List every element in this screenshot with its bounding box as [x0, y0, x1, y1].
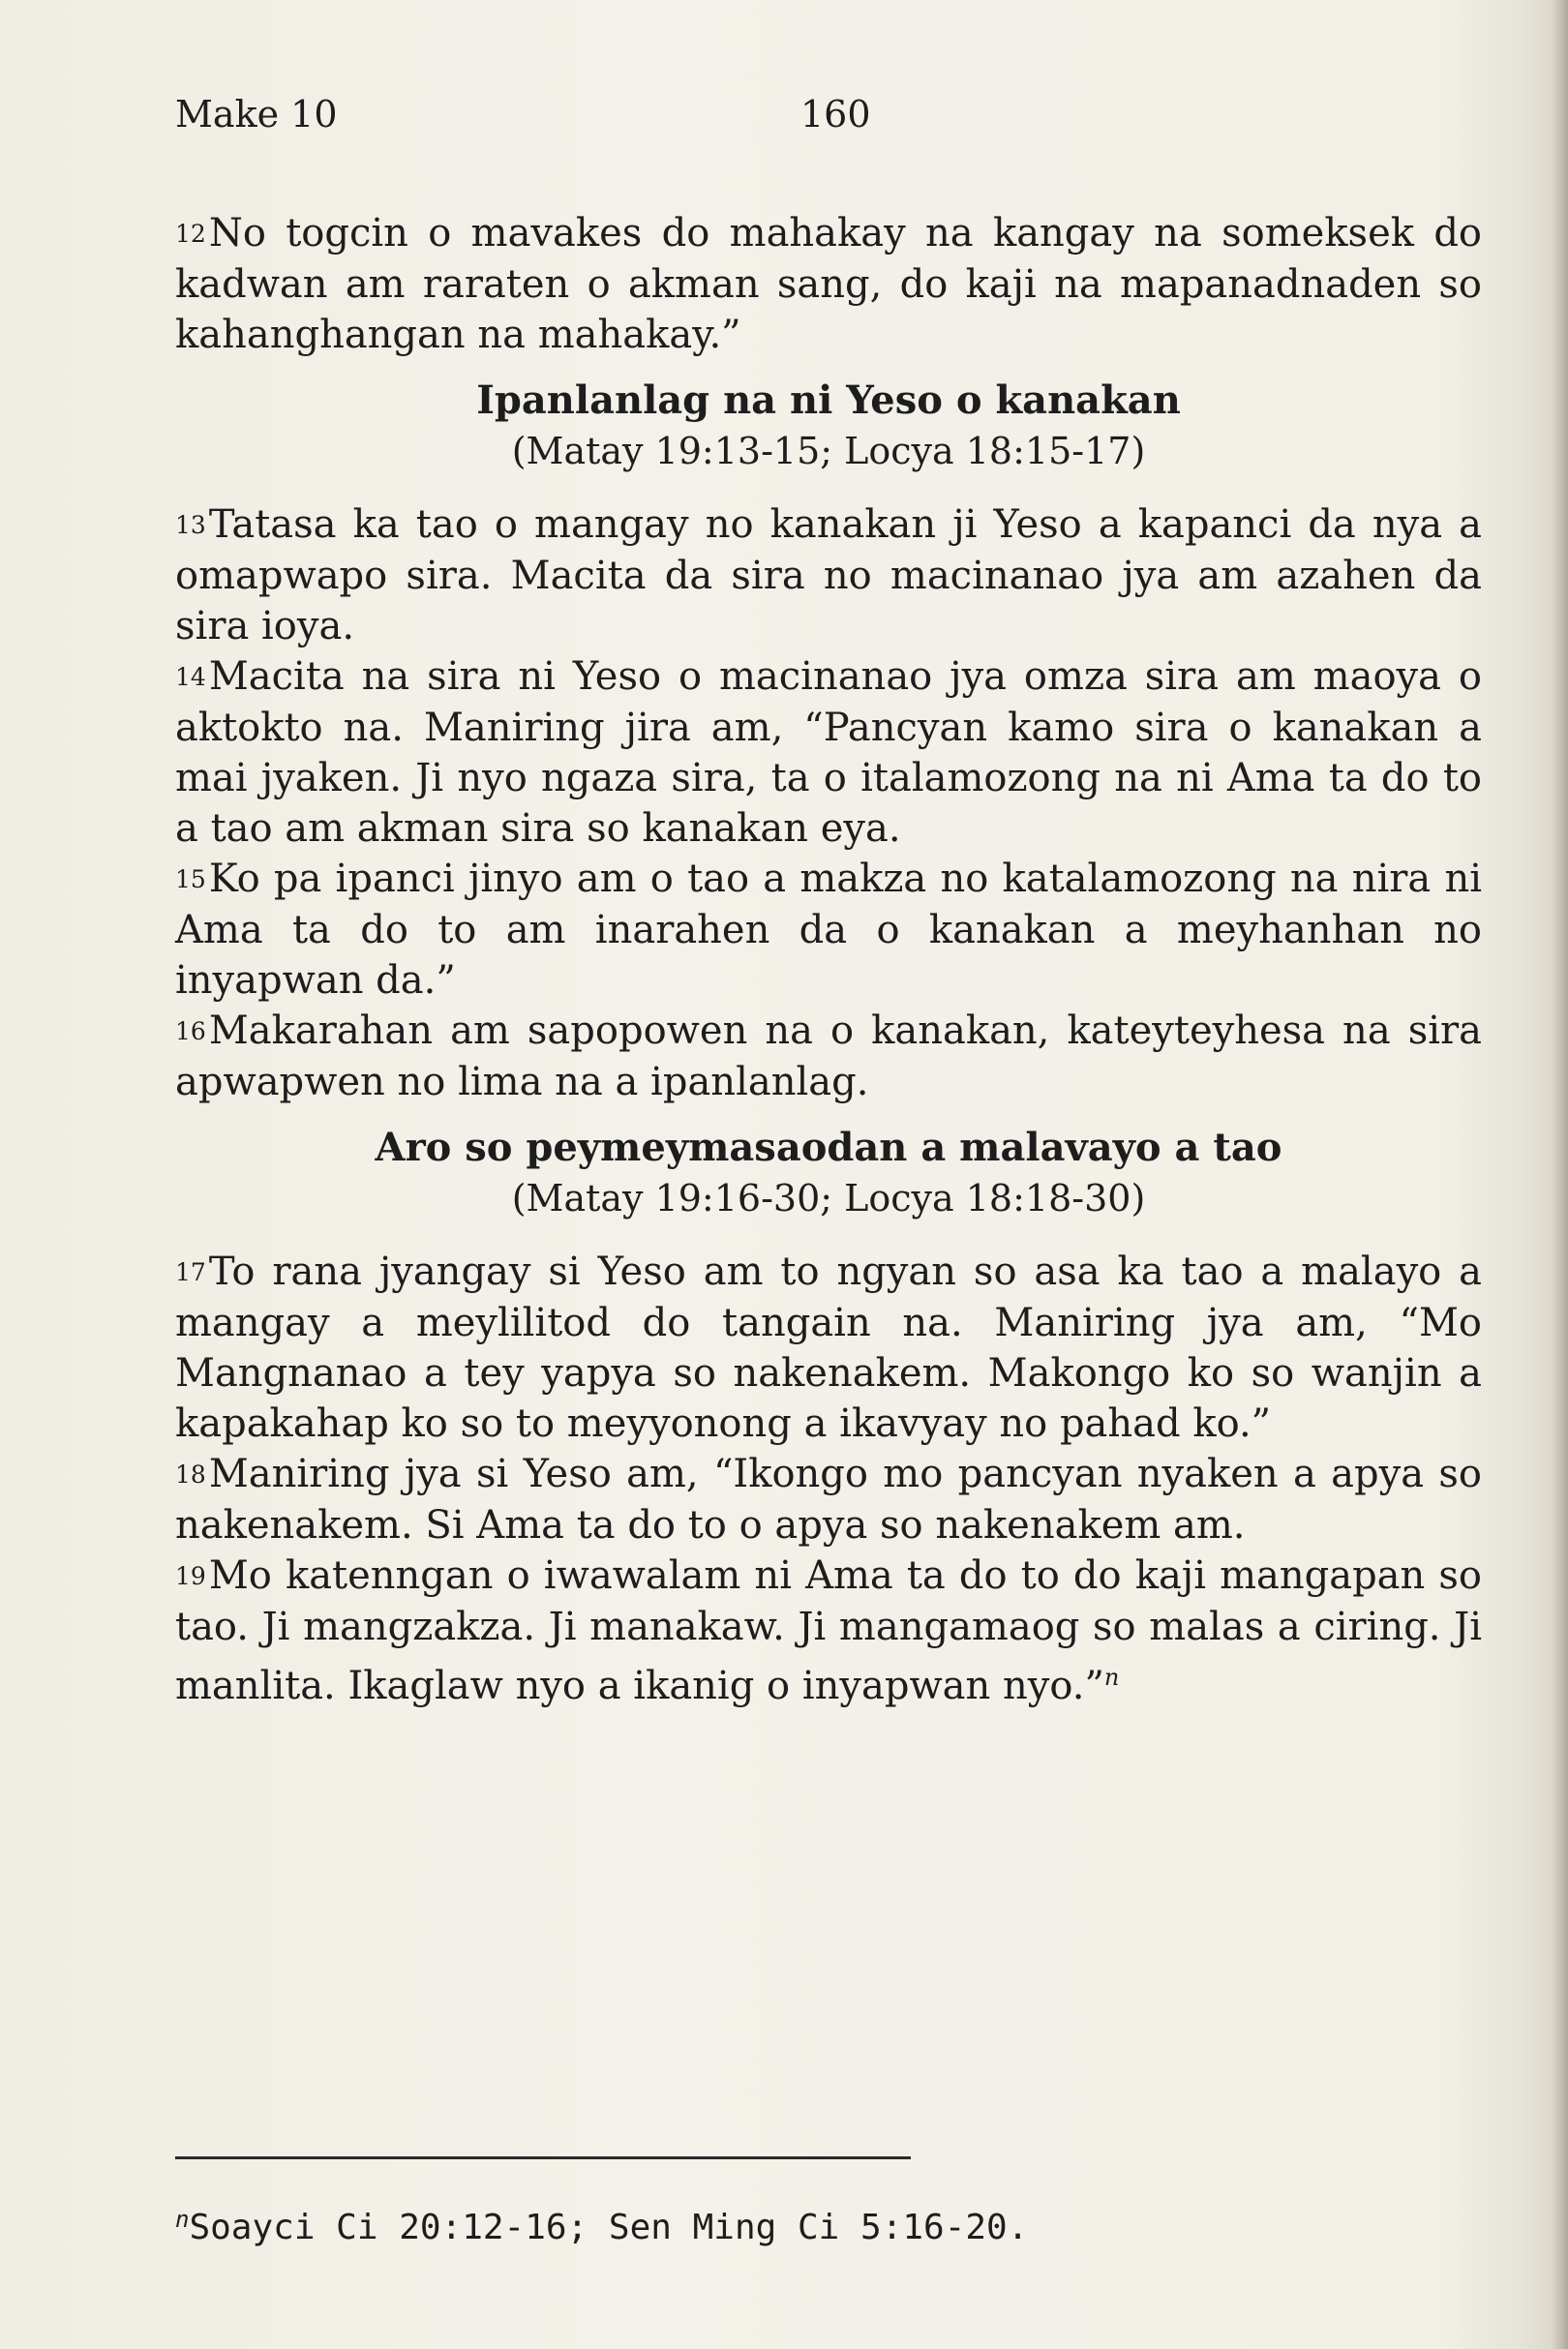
section-reference-1: (Matay 19:13-15; Locya 18:15-17): [511, 430, 1146, 472]
verse-number: 13: [175, 511, 206, 539]
verse-15: [175, 854, 1482, 1006]
footnote-reference-mark: n: [1103, 1664, 1120, 1691]
page-edge-shadow: [1551, 0, 1568, 2349]
verse-14: [175, 651, 1482, 854]
page-content: [175, 208, 1482, 1711]
verse-16: [175, 1006, 1482, 1107]
verse-text: Tatasa ka tao o mangay no kanakan ji Yeso a kapanci da nya a omapwapo sira. Macita da sira no macinanao jya am azahen da sira ioya.: [175, 502, 1482, 648]
verse-19: [175, 1551, 1482, 1711]
verse-number: 18: [175, 1461, 206, 1489]
verse-text: No togcin o mavakes do mahakay na kangay na someksek do kadwan am raraten o akman sang, do kaji na mapanadnaden so kahanghangan na mahakay.”: [175, 211, 1482, 357]
verse-text: Makarahan am sapopowen na o kanakan, kateyteyhesa na sira apwapwen no lima na a ipanlanlag.: [175, 1009, 1482, 1104]
verse-text: Maniring jya si Yeso am, “Ikongo mo pancyan nyaken a apya so nakenakem. Si Ama ta do to o apya so nakenakem am.: [175, 1452, 1482, 1548]
verse-13: [175, 499, 1482, 651]
footnote-text: Soayci Ci 20:12-16; Sen Ming Ci 5:16-20.: [189, 2208, 1029, 2247]
section-heading-2: Aro so peymeymasaodan a malavayo a tao: [375, 1125, 1282, 1170]
footnote: [175, 2195, 1482, 2252]
verse-number: 19: [175, 1562, 206, 1590]
book-chapter-label: Make 10: [175, 93, 338, 136]
verse-18: [175, 1449, 1482, 1551]
verse-number: 16: [175, 1017, 206, 1045]
footnote-divider: [175, 2156, 911, 2159]
section-heading-1: Ipanlanlag na ni Yeso o kanakan: [476, 377, 1181, 423]
verse-number: 15: [175, 865, 206, 893]
verse-text: Macita na sira ni Yeso o macinanao jya omza sira am maoya o aktokto na. Maniring jira am, “Pancyan kamo sira o kanakan a mai jyaken. Ji nyo ngaza sira, ta o italamozong na ni Ama ta do to a tao am akman sira so kanakan eya.: [175, 654, 1482, 851]
verse-number: 12: [175, 220, 206, 248]
footnote-mark: n: [175, 2206, 190, 2233]
verse-text: Mo katenngan o iwawalam ni Ama ta do to do kaji mangapan so tao. Ji mangzakza. Ji manakaw. Ji mangamaog so malas a ciring. Ji manlita. Ikaglaw nyo a ikanig o inyapwan nyo.”: [175, 1553, 1482, 1708]
verse-number: 17: [175, 1258, 206, 1286]
verse-number: 14: [175, 663, 206, 691]
section-reference-2: (Matay 19:16-30; Locya 18:18-30): [511, 1177, 1146, 1220]
page-number: 160: [800, 93, 871, 136]
running-header: [175, 85, 1482, 143]
verse-17: [175, 1247, 1482, 1449]
verse-text: Ko pa ipanci jinyo am o tao a makza no katalamozong na nira ni Ama ta do to am inarahen da o kanakan a meyhanhan no inyapwan da.”: [175, 857, 1482, 1003]
verse-text: To rana jyangay si Yeso am to ngyan so asa ka tao a malayo a mangay a meylilitod do tangain na. Maniring jya am, “Mo Mangnanao a tey yapya so nakenakem. Makongo ko so wanjin a kapakahap ko so to meyyonong a ikavyay no pahad ko.”: [175, 1250, 1482, 1446]
verse-12: [175, 208, 1482, 360]
